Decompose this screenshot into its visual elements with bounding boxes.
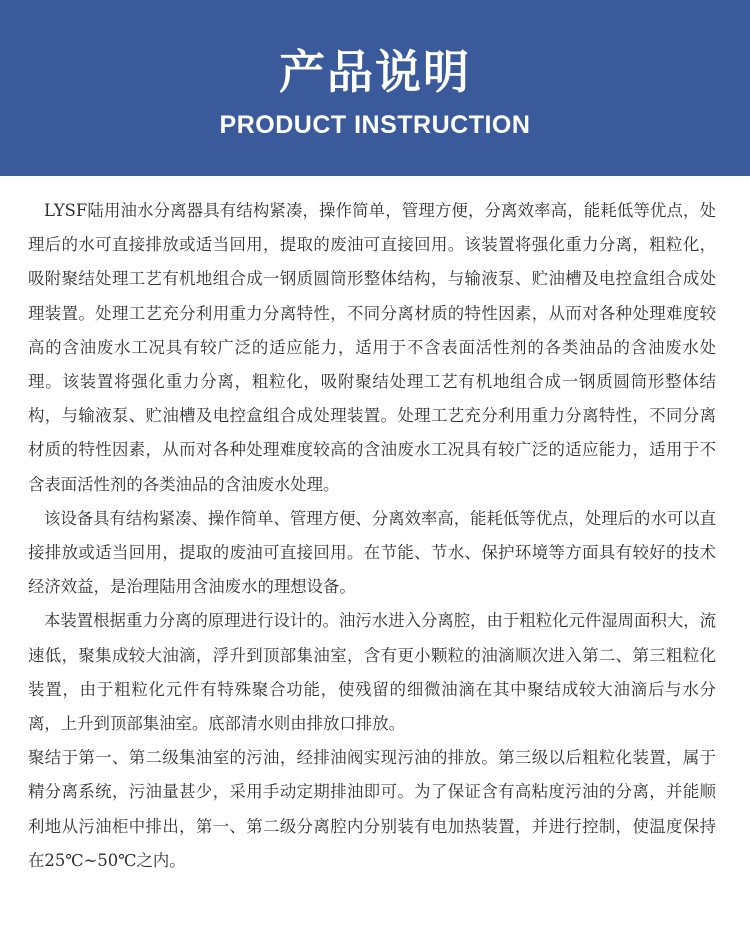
page-title: 产品说明 (279, 45, 471, 99)
product-description (28, 194, 716, 878)
page-subtitle: PRODUCT INSTRUCTION (219, 111, 531, 139)
paragraph: LYSF陆用油水分离器具有结构紧凑，操作简单，管理方便，分离效率高，能耗低等优点，处理后的水可直接排放或适当回用，提取的废油可直接回用。该装置将强化重力分离，粗粒化，吸附聚结处理工艺有机地组合成一钢质圆筒形整体结构，与输液泵、贮油槽及电控盒组合成处理装置。处理工艺充分利用重力分离特性，不同分离材质的特性因素，从而对各种处理难度较高的含油废水工况具有较广泛的适应能力，适用于不含表面活性剂的各类油品的含油废水处理。该装置将强化重力分离，粗粒化，吸附聚结处理工艺有机地组合成一钢质圆筒形整体结构，与输液泵、贮油槽及电控盒组合成处理装置。处理工艺充分利用重力分离特性，不同分离材质的特性因素，从而对各种处理难度较高的含油废水工况具有较广泛的适应能力，适用于不含表面活性剂的各类油品的含油废水处理。 (28, 201, 716, 494)
paragraph: 本装置根据重力分离的原理进行设计的。油污水进入分离腔，由于粗粒化元件湿周面积大，流速低，聚集成较大油滴，浮升到顶部集油室，含有更小颗粒的油滴顺次进入第二、第三粗粒化装置，由于粗粒化元件有特殊聚合功能，使残留的细微油滴在其中聚结成较大油滴后与水分离，上升到顶部集油室。底部清水则由排放口排放。 (28, 611, 717, 734)
header-banner (0, 0, 750, 176)
paragraph: 聚结于第一、第二级集油室的污油，经排油阀实现污油的排放。第三级以后粗粒化装置，属于精分离系统，污油量甚少，采用手动定期排油即可。为了保证含有高粘度污油的分离，并能顺利地从污油柜中排出，第一、第二级分离腔内分别装有电加热装置，并进行控制，使温度保持在25℃~50℃之内。 (28, 748, 716, 870)
paragraph: 该设备具有结构紧凑、操作简单、管理方便、分离效率高，能耗低等优点，处理后的水可以直接排放或适当回用，提取的废油可直接回用。在节能、节水、保护环境等方面具有较好的技术经济效益，是治理陆用含油废水的理想设备。 (28, 508, 717, 597)
